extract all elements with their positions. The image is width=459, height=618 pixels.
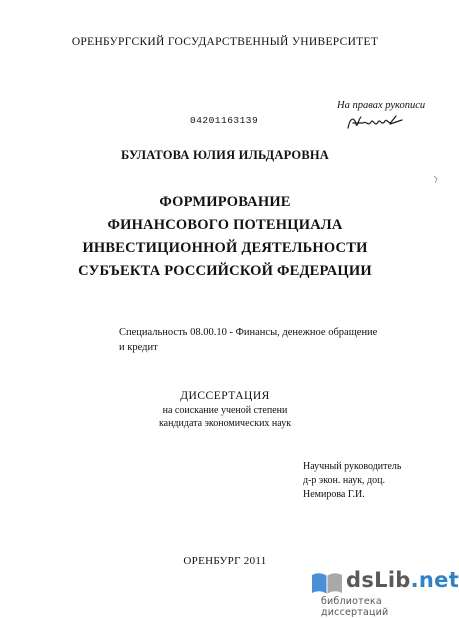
scan-mark [432, 175, 440, 185]
title-line-4: СУБЪЕКТА РОССИЙСКОЙ ФЕДЕРАЦИИ [78, 263, 372, 279]
degree-line-2: кандидата экономических наук [158, 418, 292, 429]
specialty-block [119, 325, 377, 355]
degree-block [0, 404, 450, 430]
dissertation-title [0, 191, 450, 283]
watermark-tagline: библиотека диссертаций [321, 596, 389, 618]
title-line-2: ФИНАНСОВОГО ПОТЕНЦИАЛА [107, 217, 343, 233]
handwritten-signature [344, 112, 406, 134]
degree-line-1: на соискание ученой степени [162, 405, 288, 416]
university-name: ОРЕНБУРГСКИЙ ГОСУДАРСТВЕННЫЙ УНИВЕРСИТЕТ [71, 36, 379, 48]
author-name: БУЛАТОВА ЮЛИЯ ИЛЬДАРОВНА [120, 148, 330, 162]
dslib-watermark[interactable] [310, 567, 459, 618]
specialty-line-1: Специальность 08.00.10 - Финансы, денежное обращение [119, 327, 378, 338]
supervisor-name: Немирова Г.И. [303, 489, 365, 500]
specialty-line-2: и кредит [119, 342, 158, 353]
rights-note: На правах рукописи [337, 100, 426, 111]
watermark-brand [346, 568, 459, 592]
brand-prefix: dsLib [346, 568, 411, 592]
dissertation-label: ДИССЕРТАЦИЯ [180, 390, 270, 402]
book-icon [310, 570, 344, 596]
title-line-3: ИНВЕСТИЦИОННОЙ ДЕЯТЕЛЬНОСТИ [82, 240, 368, 256]
city-year: ОРЕНБУРГ 2011 [183, 555, 267, 567]
document-number: 04201163139 [190, 115, 259, 126]
supervisor-role: Научный руководитель [303, 461, 402, 472]
title-line-1: ФОРМИРОВАНИЕ [159, 194, 291, 210]
supervisor-block [303, 460, 402, 502]
brand-suffix: .net [410, 568, 459, 592]
supervisor-degree: д-р экон. наук, доц. [303, 475, 385, 486]
